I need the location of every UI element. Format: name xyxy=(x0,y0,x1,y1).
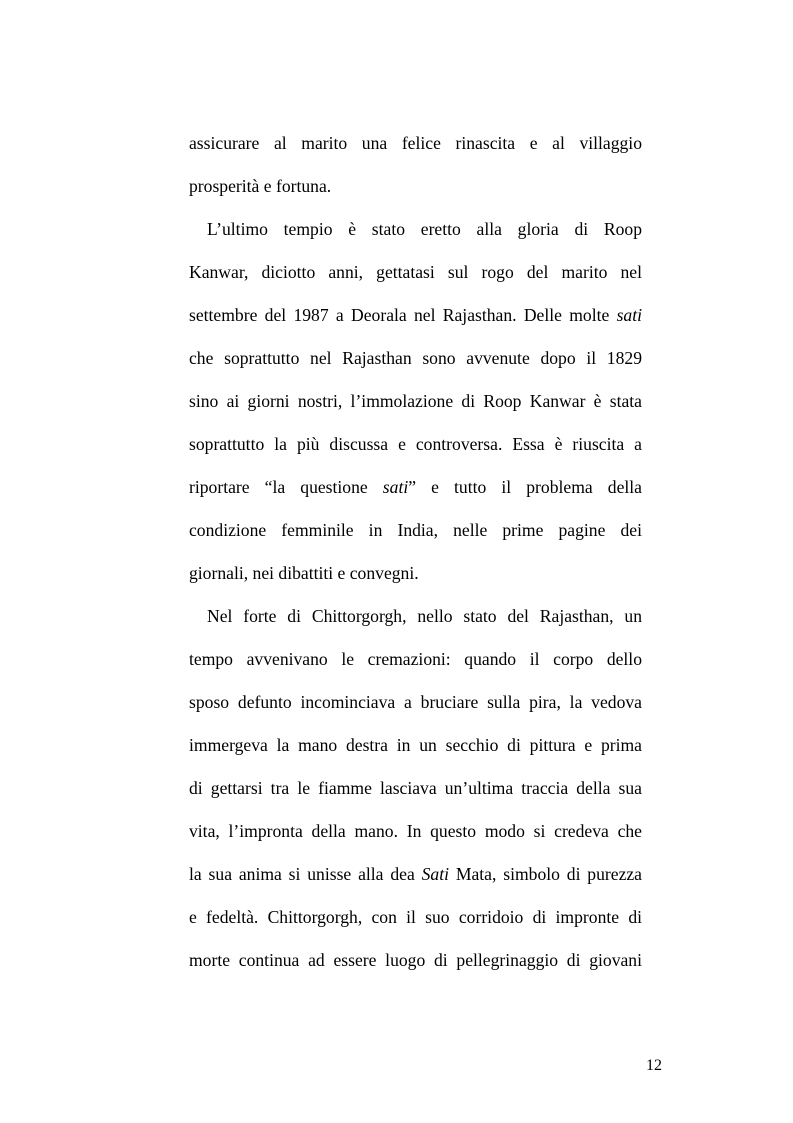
text-line xyxy=(189,645,642,688)
text-run: riportare “la questione xyxy=(189,477,383,497)
text-line xyxy=(189,559,642,602)
text-run: giornali, nei dibattiti e convegni. xyxy=(189,563,419,583)
italic-term: sati xyxy=(616,305,642,325)
text-line xyxy=(189,473,642,516)
text-line xyxy=(189,129,642,172)
paragraph-first-line xyxy=(189,602,642,645)
text-line xyxy=(189,258,642,301)
text-run: Kanwar, diciotto anni, gettatasi sul rogo del marito nel xyxy=(189,262,642,282)
text-run: assicurare al marito una felice rinascita e al villaggio xyxy=(189,133,642,153)
text-run: sino ai giorni nostri, l’immolazione di Roop Kanwar è stata xyxy=(189,391,642,411)
text-run: Mata, simbolo di purezza xyxy=(448,864,642,884)
text-run: immergeva la mano destra in un secchio di pittura e prima xyxy=(189,735,642,755)
italic-term: sati xyxy=(382,477,409,497)
paragraph-first-line xyxy=(189,215,642,258)
text-line xyxy=(189,731,642,774)
text-line xyxy=(189,430,642,473)
text-line xyxy=(189,774,642,817)
text-run: ” e tutto il problema della xyxy=(408,477,642,497)
text-run: la sua anima si unisse alla dea xyxy=(189,864,422,884)
text-run: L’ultimo tempio è stato eretto alla gloria di Roop xyxy=(207,219,642,239)
text-line xyxy=(189,387,642,430)
text-run: tempo avvenivano le cremazioni: quando il corpo dello xyxy=(189,649,642,669)
text-line xyxy=(189,946,642,989)
text-run: morte continua ad essere luogo di pellegrinaggio di giovani xyxy=(189,950,642,970)
text-run: Nel forte di Chittorgorgh, nello stato del Rajasthan, un xyxy=(207,606,642,626)
text-run: e fedeltà. Chittorgorgh, con il suo corridoio di impronte di xyxy=(189,907,642,927)
text-line xyxy=(189,301,642,344)
text-run: condizione femminile in India, nelle prime pagine dei xyxy=(189,520,642,540)
text-line xyxy=(189,817,642,860)
text-line xyxy=(189,344,642,387)
text-run: che soprattutto nel Rajasthan sono avvenute dopo il 1829 xyxy=(189,348,642,368)
text-run: di gettarsi tra le fiamme lasciava un’ultima traccia della sua xyxy=(189,778,642,798)
text-line xyxy=(189,172,642,215)
text-run: prosperità e fortuna. xyxy=(189,176,332,196)
page-number: 12 xyxy=(646,1057,662,1074)
body-text xyxy=(189,129,642,989)
text-run: vita, l’impronta della mano. In questo modo si credeva che xyxy=(189,821,642,841)
italic-term: Sati xyxy=(421,864,449,884)
text-line xyxy=(189,903,642,946)
text-run: settembre del 1987 a Deorala nel Rajasthan. Delle molte xyxy=(189,305,617,325)
text-line xyxy=(189,516,642,559)
text-run: soprattutto la più discussa e controversa. Essa è riuscita a xyxy=(189,434,642,454)
text-line xyxy=(189,688,642,731)
text-run: sposo defunto incominciava a bruciare sulla pira, la vedova xyxy=(189,692,642,712)
text-line xyxy=(189,860,642,903)
